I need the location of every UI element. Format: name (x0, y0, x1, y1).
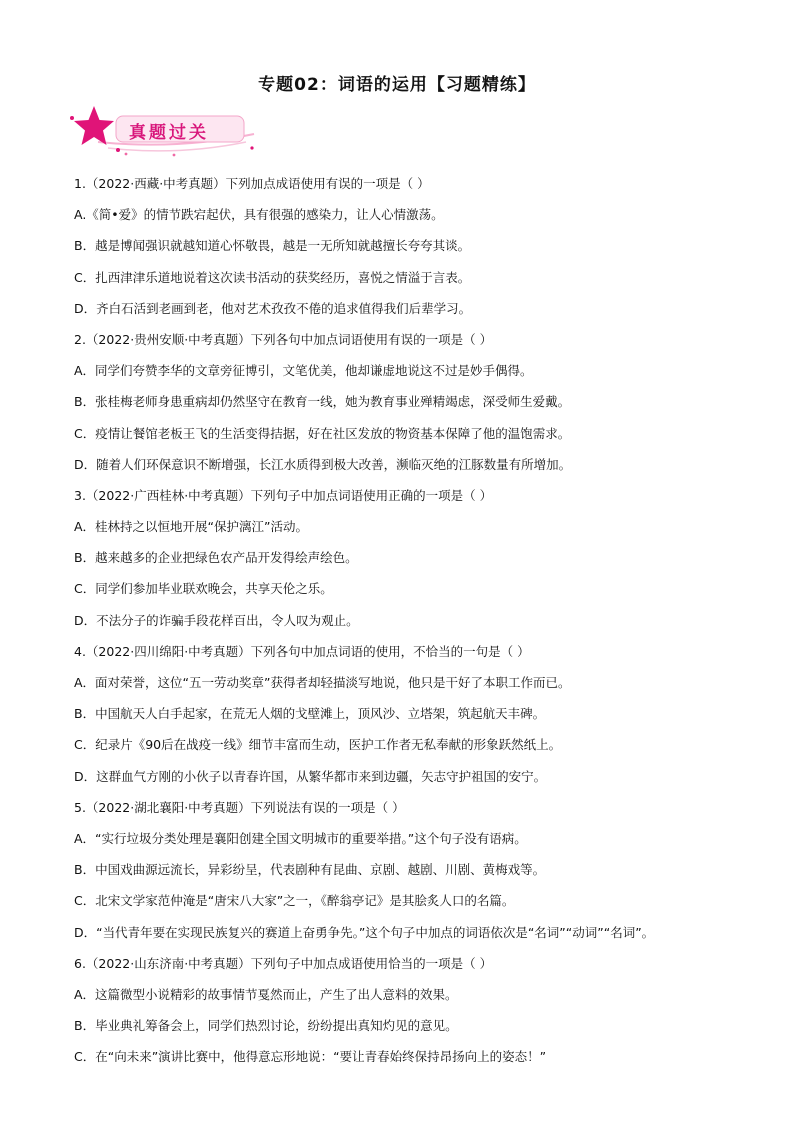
option-c: C．扎西津津乐道地说着这次读书活动的获奖经历，喜悦之情溢于言表。 (74, 269, 471, 285)
option-d: D．齐白石活到老画到老，他对艺术孜孜不倦的追求值得我们后辈学习。 (74, 300, 472, 316)
option-a: A．这篇微型小说精彩的故事情节戛然而止，产生了出人意料的效果。 (74, 986, 458, 1002)
option-a: A．同学们夸赞李华的文章旁征博引，文笔优美，他却谦虚地说这不过是妙手偶得。 (74, 363, 533, 379)
option-b: B．越来越多的企业把绿色农产品开发得绘声绘色。 (74, 550, 358, 566)
option-c: C．纪录片《90后在战疫一线》细节丰富而生动，医护工作者无私奉献的形象跃然纸上。 (74, 737, 562, 753)
option-c: C．疫情让餐馆老板王飞的生活变得拮据，好在社区发放的物资基本保障了他的温饱需求。 (74, 425, 571, 441)
question-2 (74, 324, 734, 480)
question-1 (74, 168, 734, 324)
question-stem: 3.（2022·广西桂林·中考真题）下列句子中加点词语使用正确的一项是（ ） (74, 487, 493, 503)
option-a: A．面对荣誉，这位“五一劳动奖章”获得者却轻描淡写地说，他只是干好了本职工作而已。 (74, 675, 571, 690)
question-stem: 6.（2022·山东济南·中考真题）下列句子中加点成语使用恰当的一项是（ ） (74, 955, 493, 971)
option-d: D．“当代青年要在实现民族复兴的赛道上奋勇争先。”这个句子中加点的词语依次是“名词”“动词”“名词”。 (74, 924, 655, 940)
question-stem: 4.（2022·四川绵阳·中考真题）下列各句中加点词语的使用，不恰当的一句是（ ） (74, 643, 530, 659)
question-stem: 5.（2022·湖北襄阳·中考真题）下列说法有误的一项是（ ） (74, 799, 405, 815)
option-b: B．越是博闻强识就越知道心怀敬畏，越是一无所知就越擅长夸夸其谈。 (74, 238, 471, 254)
question-3 (74, 480, 734, 636)
option-c: C．在“向未来”演讲比赛中，他得意忘形地说：“要让青春始终保持昂扬向上的姿态！” (74, 1049, 547, 1065)
question-stem: 1.（2022·西藏·中考真题）下列加点成语使用有误的一项是（ ） (74, 176, 430, 191)
question-list (74, 168, 734, 1072)
option-c: C．同学们参加毕业联欢晚会，共享天伦之乐。 (74, 581, 333, 597)
option-b: B．毕业典礼筹备会上，同学们热烈讨论，纷纷提出真知灼见的意见。 (74, 1018, 458, 1034)
option-b: B．中国航天人白手起家，在荒无人烟的戈壁滩上，顶风沙、立塔架，筑起航天丰碑。 (74, 706, 546, 722)
option-d: D．随着人们环保意识不断增强，长江水质得到极大改善，濒临灭绝的江豚数量有所增加。 (74, 456, 572, 472)
page-title: 专题02：词语的运用【习题精练】 (258, 75, 536, 95)
section-banner (68, 104, 258, 160)
question-6 (74, 948, 734, 1073)
option-d: D．不法分子的诈骗手段花样百出，令人叹为观止。 (74, 612, 359, 628)
star-icon (74, 106, 114, 145)
option-a: A．桂林持之以恒地开展“保护漓江”活动。 (74, 519, 309, 535)
question-5 (74, 792, 734, 948)
option-d: D．这群血气方刚的小伙子以青春许国，从繁华都市来到边疆，矢志守护祖国的安宁。 (74, 768, 547, 784)
option-a: A．“实行垃圾分类处理是襄阳创建全国文明城市的重要举措。”这个句子没有语病。 (74, 830, 527, 846)
option-a: A.《简•爱》的情节跌宕起伏，具有很强的感染力，让人心情激荡。 (74, 207, 444, 223)
question-stem: 2.（2022·贵州安顺·中考真题）下列各句中加点词语使用有误的一项是（ ） (74, 331, 493, 347)
option-c: C．北宋文学家范仲淹是“唐宋八大家”之一，《醉翁亭记》是其脍炙人口的名篇。 (74, 893, 515, 909)
section-label: 真题过关 (129, 123, 209, 143)
question-4 (74, 636, 734, 792)
option-b: B．中国戏曲源远流长，异彩纷呈，代表剧种有昆曲、京剧、越剧、川剧、黄梅戏等。 (74, 862, 546, 878)
option-b: B．张桂梅老师身患重病却仍然坚守在教育一线，她为教育事业殚精竭虑，深受师生爱戴。 (74, 394, 571, 410)
